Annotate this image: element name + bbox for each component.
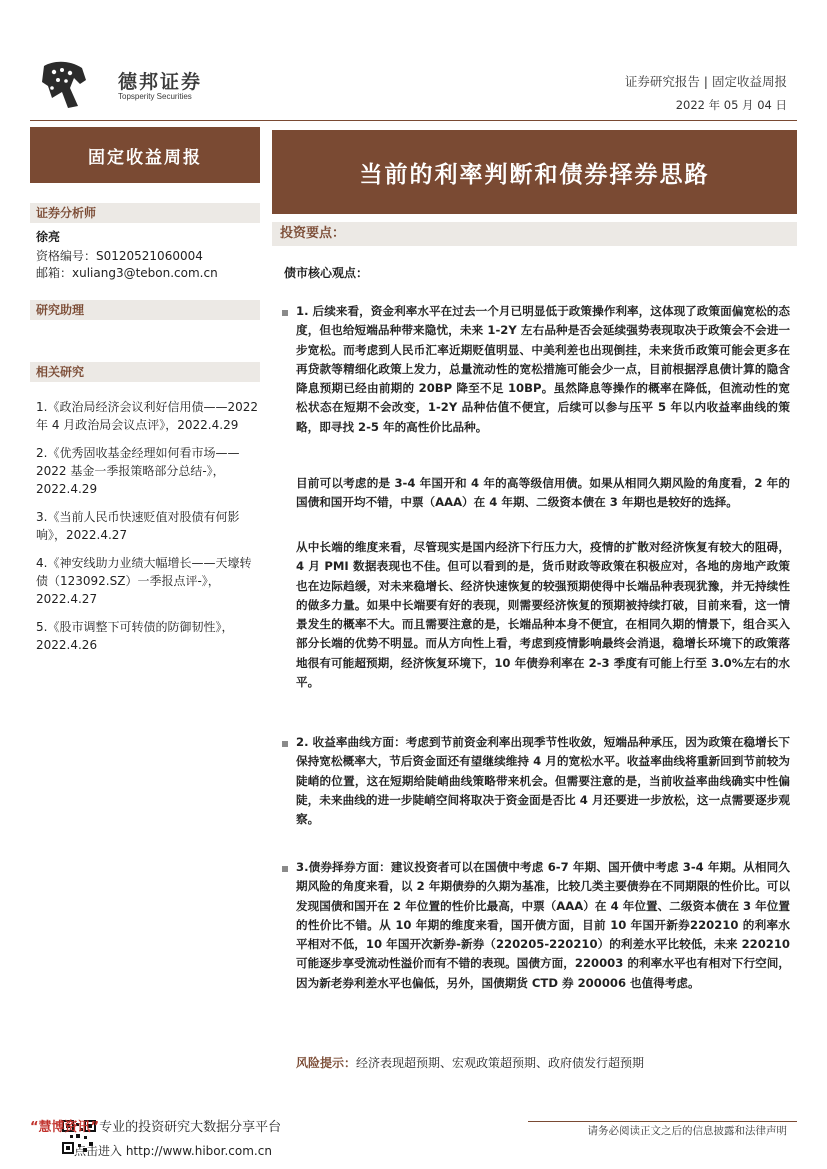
analyst-cert: 资格编号：S0120521060004 — [36, 249, 203, 263]
related-item[interactable]: 1.《政治局经济会议利好信用债——2022 年 4 月政治局会议点评》，2022.4.29 — [36, 400, 258, 432]
brand-name: 德邦证券 — [118, 71, 203, 93]
assistant-heading: 研究助理 — [30, 300, 260, 320]
paragraph-2: 目前可以考虑的是 3-4 年国开和 4 年的高等级信用债。如果从相同久期风险的角度看，2 年的国债和国开均不错，中票（AAA）在 4 年期、二级资本债在 3 年期也是较好的选择。 — [296, 476, 790, 510]
footer-brand: “慧博资讯” — [30, 1120, 100, 1135]
bullet-icon — [282, 310, 288, 316]
report-title: 当前的利率判断和债券择券思路 — [272, 130, 797, 214]
analyst-name: 徐亮 — [36, 230, 61, 244]
paragraph-1: 1. 后续来看，资金利率水平在过去一个月已明显低于政策操作利率，这体现了政策面偏宽松的态度，但也给短端品种带来隐忧，未来 1-2Y 左右品种是否会延续强势表现取决于政策会不会进一步宽松。而考虑到人民币汇率近期贬值明显、中美利差也出现倒挂，未来货币政策可能会更多在再贷款等精细化政策上发力，总量流动性的宽松措施可能会少一点，目前根据浮息债计算的隐含降息预期已经由前期的 20BP 降至不足 10BP。虽然降息等操作的概率在降低，但流动性的宽松状态在短期不会改变，1-2Y 品种估值不便宜，后续可以参与压平 5 年以内收益率曲线的策略，即寻找 2-5 年的高性价比品种。 — [296, 304, 790, 434]
footer-disclaimer: 请务必阅读正文之后的信息披露和法律声明 — [587, 1125, 787, 1137]
analyst-email: 邮箱：xuliang3@tebon.com.cn — [36, 266, 218, 280]
paragraph-4: 2. 收益率曲线方面：考虑到节前资金利率出现季节性收敛，短端品种承压，因为政策在稳增长下保持宽松概率大，节后资金面还有望继续维持 4 月的宽松水平。收益率曲线将重新回到节前较为陡峭的位置，这在短期给陡峭曲线策略带来机会。但需要注意的是，当前收益率曲线确实中性偏陡，未来曲线的进一步陡峭空间将取决于资金面是否比 4 月还要进一步放松，这一点需要逐步观察。 — [296, 735, 790, 827]
risk-warning — [296, 1054, 644, 1071]
paragraph-3: 从中长端的维度来看，尽管现实是国内经济下行压力大，疫情的扩散对经济恢复有较大的阻碍，4 月 PMI 数据表现也不佳。但可以看到的是，货币财政等政策在积极应对，各地的房地产政策也在边际趋缓，对未来稳增长、经济快速恢复的较强预期使得中长端品种表现犹豫，并无持续性的做多力量。如果中长端要有好的表现，则需要经济恢复的预期被持续打破，目前来看，这一情景发生的概率不大。而且需要注意的是，长端品种本身不便宜，在相同久期的情景下，组合买入部分长端的优势不明显。而从方向性上看，考虑到疫情影响最终会消退，稳增长环境下的政策落地很有可能超预期，经济恢复环境下，10 年债券利率在 2-3 季度有可能上行至 3.0%左右的水平。 — [296, 540, 790, 690]
investment-highlights-heading: 投资要点： — [272, 222, 797, 246]
core-view-heading: 债市核心观点： — [284, 266, 369, 280]
related-heading: 相关研究 — [30, 362, 260, 382]
risk-text: 经济表现超预期、宏观政策超预期、政府债发行超预期 — [356, 1056, 645, 1070]
related-item[interactable]: 3.《当前人民币快速贬值对股债有何影响》，2022.4.27 — [36, 510, 240, 542]
leopard-logo-icon — [40, 58, 90, 110]
report-date: 2022 年 05 月 04 日 — [675, 98, 787, 112]
header-divider — [30, 120, 797, 121]
related-research-list — [36, 398, 258, 664]
footer-link[interactable]: 点击进入 http://www.hibor.com.cn — [74, 1144, 272, 1158]
related-item[interactable]: 2.《优秀固收基金经理如何看市场——2022 基金一季报策略部分总结-》，2022.4.29 — [36, 446, 240, 496]
paragraph-5: 3.债券择券方面：建议投资者可以在国债中考虑 6-7 年期、国开债中考虑 3-4 年期。从相同久期风险的角度来看，以 2 年期债券的久期为基准，比较几类主要债券在不同期限的性价比。可以发现国债和国开在 2 年位置的性价比最高，中票（AAA）在 4 年位置、二级资本债在 3 年位置的性价比不错。从 10 年期的维度来看，国开债方面，目前 10 年国开新券220210 的利率水平相对不低，10 年国开次新券-新券（220205-220210）的利差水平比较低，未来 220210 可能逐步享受流动性溢价而有不错的表现。国债方面，220003 的利率水平也有相对下行空间，因为新老券利差水平也偏低，另外，国债期货 CTD 券 200006 也值得考虑。 — [296, 860, 790, 990]
footer-divider — [528, 1121, 797, 1122]
report-type: 证券研究报告 | 固定收益周报 — [624, 74, 787, 89]
bullet-icon — [282, 741, 288, 747]
brand-name-en: Topsperity Securities — [118, 92, 192, 101]
related-item[interactable]: 4.《神安线助力业绩大幅增长——天壕转债（123092.SZ）一季报点评-》，2022.4.27 — [36, 556, 252, 606]
bullet-icon — [282, 866, 288, 872]
risk-label: 风险提示： — [296, 1056, 357, 1070]
footer-slogan — [30, 1116, 281, 1135]
related-item[interactable]: 5.《股市调整下可转债的防御韧性》，2022.4.26 — [36, 620, 234, 652]
category-banner: 固定收益周报 — [30, 127, 260, 183]
footer-slogan-text: 专业的投资研究大数据分享平台 — [99, 1120, 282, 1135]
company-logo — [40, 58, 90, 110]
analyst-heading: 证券分析师 — [30, 203, 260, 223]
